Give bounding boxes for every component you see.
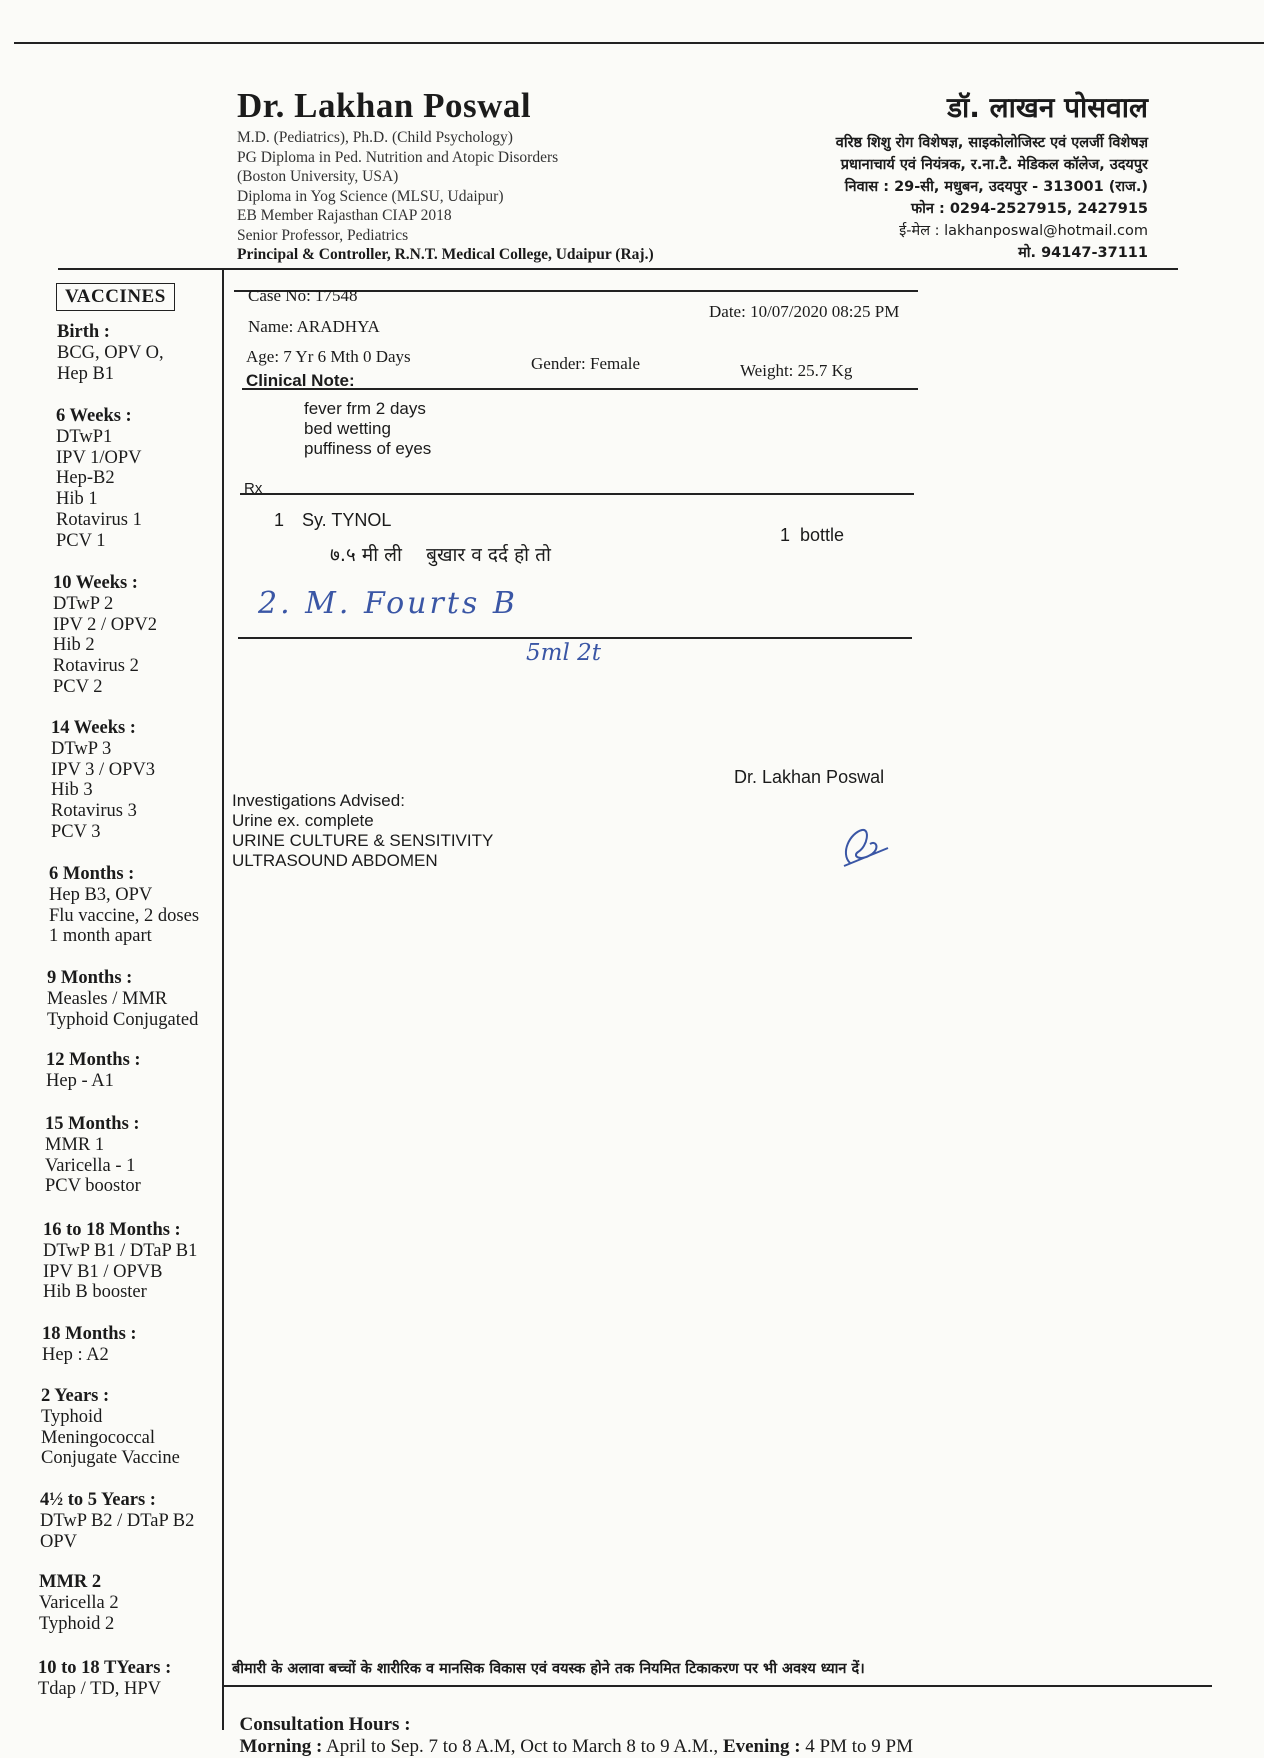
vaccine-group (47, 968, 198, 1030)
vaccine-item: Typhoid (41, 1406, 103, 1427)
vaccine-item: IPV 3 / OPV3 (51, 759, 155, 780)
rx-drug-name: Sy. TYNOL (302, 510, 392, 530)
qualification-line: M.D. (Pediatrics), Ph.D. (Child Psychology) (237, 129, 513, 146)
vaccine-item: Hib 2 (53, 635, 95, 656)
vaccine-group (38, 1658, 171, 1700)
vaccine-item: Hib B booster (43, 1282, 147, 1303)
vaccine-group-heading: 14 Weeks : (51, 718, 136, 738)
hindi-header (836, 88, 1148, 264)
vaccine-item: Rotavirus 2 (53, 656, 139, 677)
vaccine-item: Hib 1 (56, 489, 98, 510)
vaccine-item: Rotavirus 3 (51, 801, 137, 822)
vaccine-item: Measles / MMR (47, 988, 168, 1009)
vaccine-group (39, 1572, 119, 1634)
clinical-note-line: fever frm 2 days (304, 399, 426, 418)
signature-name: Dr. Lakhan Poswal (734, 767, 885, 787)
vaccine-group (49, 864, 199, 947)
vaccine-group (56, 406, 142, 552)
vaccine-group (53, 573, 157, 698)
hindi-doctor-name: डॉ. लाखन पोसवाल (947, 91, 1148, 124)
vaccine-item: Rotavirus 1 (56, 509, 142, 530)
vaccine-group (51, 718, 155, 843)
vaccine-item: PCV 3 (51, 821, 101, 842)
qualification-line: PG Diploma in Ped. Nutrition and Atopic Disorders (237, 148, 559, 166)
handwritten-rx: 2. M. Fourts B (258, 586, 518, 621)
vaccine-item: DTwP1 (56, 426, 113, 447)
vaccine-item: Meningococcal (41, 1427, 156, 1448)
vaccine-group-heading: MMR 2 (39, 1572, 102, 1592)
vaccine-group-heading: 6 Weeks : (56, 406, 132, 426)
vaccine-group (57, 322, 164, 384)
vaccine-item: PCV 2 (53, 676, 103, 697)
vaccine-item: Flu vaccine, 2 doses (49, 905, 200, 926)
vaccine-item: IPV 2 / OPV2 (53, 614, 157, 635)
vaccine-group-heading: 16 to 18 Months : (43, 1220, 181, 1240)
vaccine-item: Hep B3, OPV (49, 884, 153, 905)
vaccine-item: IPV B1 / OPVB (43, 1261, 163, 1282)
vaccine-item: Hep - A1 (46, 1070, 114, 1091)
vaccine-group (46, 1050, 141, 1092)
vaccine-item: PCV boostor (45, 1176, 141, 1197)
clinical-note-line: puffiness of eyes (304, 439, 432, 458)
vaccine-item: MMR 1 (45, 1134, 105, 1155)
clinical-note-label: Clinical Note: (246, 371, 355, 390)
vaccine-item: Tdap / TD, HPV (38, 1678, 161, 1699)
column-divider (222, 270, 224, 1730)
vaccine-group-heading: 10 to 18 TYears : (38, 1658, 172, 1678)
investigation-item: ULTRASOUND ABDOMEN (232, 851, 438, 870)
vaccine-item: Hep : A2 (42, 1344, 109, 1365)
vaccine-group (40, 1490, 194, 1552)
footer-hindi-note: बीमारी के अलावा बच्चों के शारीरिक व मानसिक विकास एवं वयस्क होने तक नियमित टिकाकरण पर भी अवश्य ध्यान दें। (232, 1661, 865, 1677)
hindi-line: मो. 94147-37111 (1018, 245, 1148, 261)
morning-hours: April to Sep. 7 to 8 A.M, Oct to March 8 to 9 A.M., (322, 1736, 719, 1757)
investigation-item: Urine ex. complete (232, 811, 374, 830)
case-number: Case No: 17548 (248, 286, 358, 305)
patient-age: Age: 7 Yr 6 Mth 0 Days (246, 347, 411, 366)
evening-label: Evening : (718, 1736, 801, 1757)
top-rule (14, 42, 1264, 44)
clinical-note-line: bed wetting (304, 419, 391, 438)
vaccine-item: Hib 3 (51, 780, 93, 801)
vaccine-group-heading: 15 Months : (45, 1114, 140, 1134)
qualifications (237, 128, 654, 265)
vaccine-item: Typhoid Conjugated (47, 1009, 199, 1030)
investigations-label: Investigations Advised: (232, 791, 405, 810)
vaccine-item: 1 month apart (49, 926, 152, 947)
vaccine-item: OPV (40, 1531, 78, 1552)
rx-quantity: 1 bottle (780, 525, 845, 545)
vaccine-item: BCG, OPV O, (57, 342, 164, 363)
vaccine-item: Hep-B2 (56, 468, 115, 489)
vaccine-item: Typhoid 2 (39, 1613, 115, 1634)
morning-label: Morning : (239, 1736, 323, 1757)
qualification-line: Principal & Controller, R.N.T. Medical College, Udaipur (Raj.) (237, 246, 654, 263)
investigation-item: URINE CULTURE & SENSITIVITY (232, 831, 494, 850)
patient-name: Name: ARADHYA (248, 317, 380, 336)
vaccine-group (43, 1220, 197, 1303)
patient-weight: Weight: 25.7 Kg (740, 361, 853, 380)
hindi-line: निवास : 29-सी, मधुबन, उदयपुर - 313001 (राज.) (844, 179, 1148, 195)
vaccine-item: IPV 1/OPV (56, 447, 142, 468)
vaccine-group-heading: 2 Years : (41, 1386, 110, 1406)
vaccine-group-heading: 10 Weeks : (53, 573, 138, 593)
qualification-line: (Boston University, USA) (237, 168, 399, 185)
vaccine-item: PCV 1 (56, 530, 106, 551)
patient-gender: Gender: Female (531, 354, 641, 373)
vaccine-item: DTwP 2 (53, 593, 114, 614)
visit-date: Date: 10/07/2020 08:25 PM (709, 302, 900, 321)
rx-instruction: ७.५ मी ली बुखार व दर्द हो तो (330, 544, 551, 566)
qualification-line: Senior Professor, Pediatrics (237, 226, 409, 244)
vaccine-group (42, 1324, 137, 1366)
vaccine-group-heading: 9 Months : (47, 968, 133, 988)
vaccine-item: DTwP B2 / DTaP B2 (40, 1510, 195, 1531)
vaccine-group (45, 1114, 141, 1197)
rx-bottom-rule (238, 637, 912, 639)
vaccine-group-heading: 4½ to 5 Years : (40, 1490, 156, 1510)
vaccine-group-heading: 18 Months : (42, 1324, 137, 1344)
qualification-line: EB Member Rajasthan CIAP 2018 (237, 207, 452, 224)
vaccine-item: Conjugate Vaccine (41, 1448, 180, 1469)
hindi-line: फोन : 0294-2527915, 2427915 (910, 201, 1148, 217)
header-bottom-rule (58, 268, 1178, 270)
vaccine-item: DTwP B1 / DTaP B1 (43, 1240, 198, 1261)
hours-label: Consultation Hours : (239, 1714, 411, 1735)
vaccine-item: Varicella 2 (39, 1592, 119, 1613)
qualification-line: Diploma in Yog Science (MLSU, Udaipur) (237, 187, 504, 205)
vaccine-group-heading: 12 Months : (46, 1050, 141, 1070)
hindi-line: प्रधानाचार्य एवं नियंत्रक, र.ना.टै. मेडिकल कॉलेज, उदयपुर (840, 157, 1148, 173)
signature-scribble (830, 818, 900, 878)
footer-top-rule (222, 1685, 1212, 1687)
doctor-name: Dr. Lakhan Poswal (237, 86, 532, 125)
vaccine-item: DTwP 3 (51, 738, 112, 759)
vaccine-group (41, 1386, 180, 1469)
rx-item-number: 1 (274, 510, 285, 530)
evening-hours: 4 PM to 9 PM (800, 1736, 913, 1757)
handwritten-dose: 5ml 2t (526, 640, 601, 666)
hindi-line-email: ई-मेल : lakhanposwal@hotmail.com (899, 223, 1148, 239)
consultation-hours (230, 1692, 913, 1758)
vaccine-group-heading: 6 Months : (49, 864, 135, 884)
hindi-line: वरिष्ठ शिशु रोग विशेषज्ञ, साइकोलोजिस्ट एवं एलर्जी विशेषज्ञ (835, 135, 1148, 151)
vaccine-item: Varicella - 1 (45, 1155, 136, 1176)
rx-label: Rx (244, 480, 263, 497)
vaccine-group-heading: Birth : (57, 322, 110, 342)
rx-top-rule (240, 493, 914, 495)
vaccines-title: VACCINES (56, 283, 175, 311)
vaccine-item: Hep B1 (57, 363, 115, 384)
